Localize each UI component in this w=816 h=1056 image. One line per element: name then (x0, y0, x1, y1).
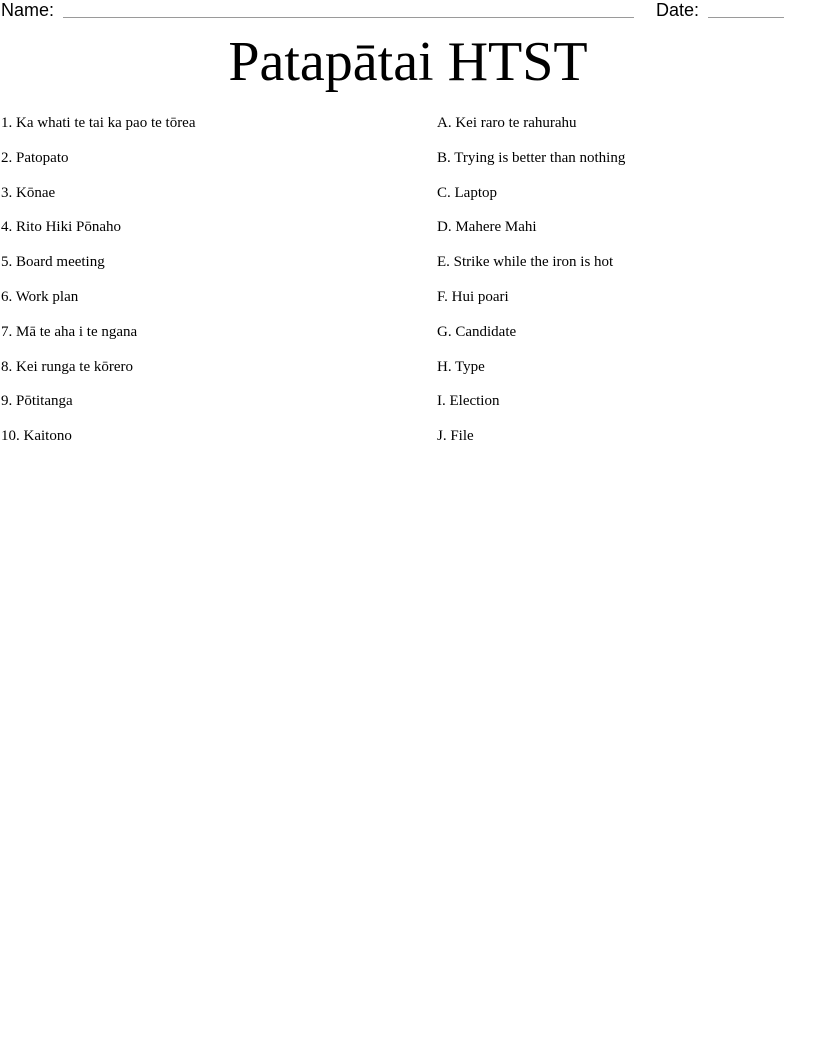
term-item: 1. Ka whati te tai ka pao te tōrea (1, 115, 196, 131)
term-item: 7. Mā te aha i te ngana (1, 323, 138, 340)
definition-item: H. Type (437, 358, 485, 375)
definition-item: B. Trying is better than nothing (437, 149, 626, 166)
definition-item: E. Strike while the iron is hot (437, 254, 614, 271)
definition-item: D. Mahere Mahi (437, 219, 537, 236)
date-blank-line (708, 17, 784, 18)
name-blank-line (63, 17, 634, 18)
definitions-column (437, 113, 807, 461)
definition-item: G. Candidate (437, 323, 517, 340)
definition-item: C. Laptop (437, 184, 497, 201)
term-item: 6. Work plan (1, 288, 79, 305)
name-label: Name: (1, 0, 55, 20)
terms-column (1, 113, 421, 461)
definition-item: F. Hui poari (437, 288, 509, 305)
definition-item: I. Election (437, 393, 500, 410)
term-item: 8. Kei runga te kōrero (1, 358, 134, 375)
worksheet-title: Patapātai HTST (228, 31, 588, 93)
date-label: Date: (656, 0, 700, 20)
term-item: 4. Rito Hiki Pōnaho (1, 219, 122, 236)
term-item: 9. Pōtitanga (1, 393, 73, 410)
term-item: 2. Patopato (1, 149, 69, 166)
term-item: 3. Kōnae (1, 184, 56, 201)
term-item: 5. Board meeting (1, 254, 105, 271)
worksheet-header (0, 0, 816, 22)
definition-item: J. File (437, 428, 474, 445)
term-item: 10. Kaitono (1, 428, 72, 445)
definition-item: A. Kei raro te rahurahu (437, 115, 577, 131)
